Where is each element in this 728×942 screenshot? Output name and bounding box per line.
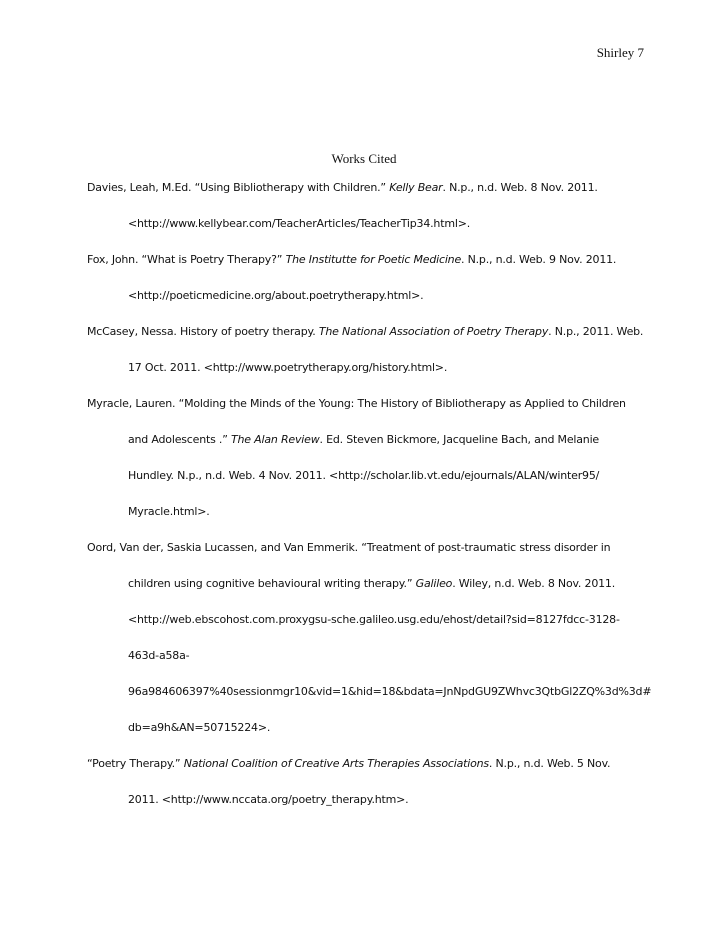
citation-text: Myracle.html>. bbox=[128, 505, 210, 518]
citation-text: McCasey, Nessa. History of poetry therapy. bbox=[87, 325, 319, 338]
citation-source-title: The Alan Review bbox=[231, 433, 320, 446]
citation-continuation-line bbox=[128, 685, 651, 699]
citation-text: <http://www.kellybear.com/TeacherArticles/TeacherTip34.html>. bbox=[128, 217, 471, 230]
citation-first-line bbox=[87, 181, 598, 195]
citation-text: Davies, Leah, M.Ed. “Using Bibliotherapy with Children.” bbox=[87, 181, 390, 194]
citation-source-title: The National Association of Poetry Therapy bbox=[318, 325, 549, 338]
citation-text: Fox, John. “What is Poetry Therapy?” bbox=[87, 253, 286, 266]
citation-text: 96a984606397%40sessionmgr10&vid=1&hid=18&bdata=JnNpdGU9ZWhvc3QtbGl2ZQ%3d%3d# bbox=[128, 685, 652, 698]
citation-first-line bbox=[87, 325, 643, 339]
citation-text: and Adolescents .” bbox=[128, 433, 232, 446]
citation-text: . N.p., 2011. Web. bbox=[548, 325, 644, 338]
citation-text: <http://poeticmedicine.org/about.poetrytherapy.html>. bbox=[128, 289, 424, 302]
citation-text: . N.p., n.d. Web. 5 Nov. bbox=[488, 757, 611, 770]
citation-continuation-line bbox=[128, 649, 189, 663]
citation-text: children using cognitive behavioural writing therapy.” bbox=[128, 577, 416, 590]
citation-source-title: Galileo bbox=[415, 577, 453, 590]
citation-text: db=a9h&AN=50715224>. bbox=[128, 721, 271, 734]
citation-text: 17 Oct. 2011. <http://www.poetrytherapy.org/history.html>. bbox=[128, 361, 448, 374]
citation-text: 2011. <http://www.nccata.org/poetry_therapy.htm>. bbox=[128, 793, 409, 806]
citation-continuation-line bbox=[128, 361, 447, 375]
citation-continuation-line bbox=[128, 505, 210, 519]
citation-continuation-line bbox=[128, 289, 423, 303]
citation-continuation-line bbox=[128, 793, 408, 807]
citation-continuation-line bbox=[128, 613, 620, 627]
citation-first-line bbox=[87, 757, 610, 771]
citation-source-title: Kelly Bear bbox=[389, 181, 443, 194]
citation-text: Hundley. N.p., n.d. Web. 4 Nov. 2011. <http://scholar.lib.vt.edu/ejournals/ALAN/winter95/ bbox=[128, 469, 600, 482]
citation-text: . N.p., n.d. Web. 8 Nov. 2011. bbox=[442, 181, 598, 194]
citation-first-line bbox=[87, 253, 616, 267]
citation-first-line bbox=[87, 541, 610, 555]
citation-source-title: The Institutte for Poetic Medicine bbox=[285, 253, 462, 266]
citation-text: <http://web.ebscohost.com.proxygsu-sche.galileo.usg.edu/ehost/detail?sid=8127fdcc-3128- bbox=[128, 613, 620, 626]
running-head: Shirley 7 bbox=[596, 45, 644, 60]
citation-text: “Poetry Therapy.” bbox=[87, 757, 184, 770]
page-title: Works Cited bbox=[331, 151, 397, 166]
citation-text: Oord, Van der, Saskia Lucassen, and Van Emmerik. “Treatment of post-traumatic stress disorder in bbox=[87, 541, 611, 554]
citation-source-title: National Coalition of Creative Arts Therapies Associations bbox=[183, 757, 489, 770]
citation-text: . Wiley, n.d. Web. 8 Nov. 2011. bbox=[452, 577, 616, 590]
citation-continuation-line bbox=[128, 433, 599, 447]
citation-first-line bbox=[87, 397, 626, 411]
citation-continuation-line bbox=[128, 721, 270, 735]
citation-continuation-line bbox=[128, 577, 615, 591]
citation-text: Myracle, Lauren. “Molding the Minds of the Young: The History of Bibliotherapy as Applied to Children bbox=[87, 397, 626, 410]
citation-text: 463d-a58a- bbox=[128, 649, 190, 662]
citation-continuation-line bbox=[128, 217, 470, 231]
citation-text: . Ed. Steven Bickmore, Jacqueline Bach, and Melanie bbox=[319, 433, 599, 446]
citation-text: . N.p., n.d. Web. 9 Nov. 2011. bbox=[461, 253, 617, 266]
citation-continuation-line bbox=[128, 469, 599, 483]
